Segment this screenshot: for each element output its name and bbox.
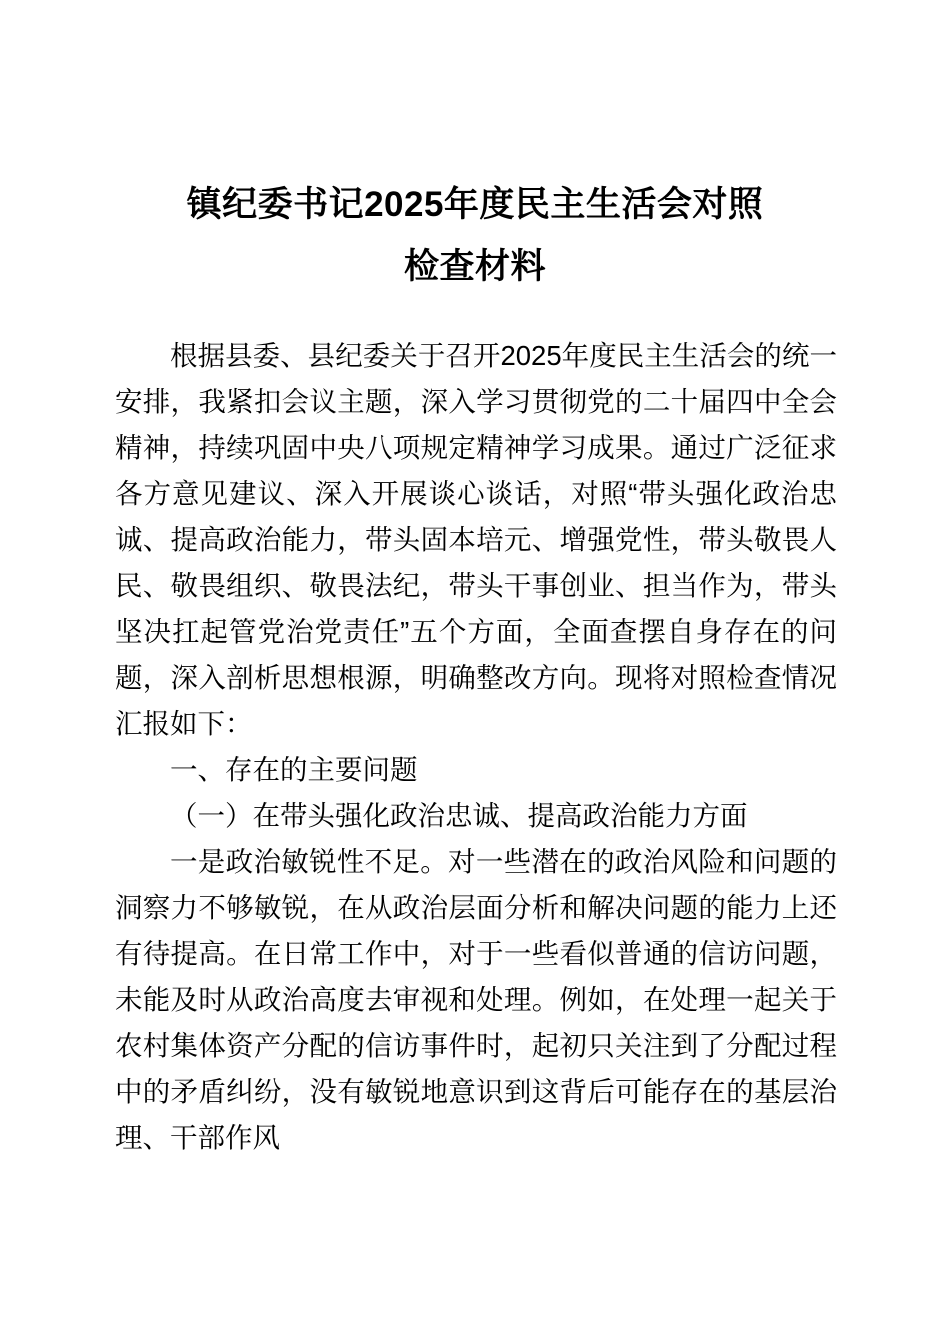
document-title-line-1: 镇纪委书记2025年度民主生活会对照 [186, 185, 764, 224]
paragraph-intro: 根据县委、县纪委关于召开2025年度民主生活会的统一安排，我紧扣会议主题，深入学习贯彻党的二十届四中全会精神，持续巩固中央八项规定精神学习成果。通过广泛征求各方意见建议、深入开展谈心谈话，对照“带头强化政治忠诚、提高政治能力，带头固本培元、增强党性，带头敬畏人民、敬畏组织、敬畏法纪，带头干事创业、担当作为，带头坚决扛起管党治党责任”五个方面，全面查摆自身存在的问题，深入剖析思想根源，明确整改方向。现将对照检查情况汇报如下： [115, 340, 837, 739]
heading-section-one: 一、存在的主要问题 [170, 754, 418, 785]
document-body [115, 333, 837, 1161]
paragraph-issue-one: 一是政治敏锐性不足。对一些潜在的政治风险和问题的洞察力不够敏锐，在从政治层面分析和解决问题的能力上还有待提高。在日常工作中，对于一些看似普通的信访问题，未能及时从政治高度去审视和处理。例如，在处理一起关于农村集体资产分配的信访事件时，起初只关注到了分配过程中的矛盾纠纷，没有敏锐地意识到这背后可能存在的基层治理、干部作风 [115, 846, 837, 1153]
document-title [115, 174, 835, 298]
document-title-line-2: 检查材料 [403, 247, 546, 286]
heading-subsection-one: （一）在带头强化政治忠诚、提高政治能力方面 [170, 800, 748, 831]
